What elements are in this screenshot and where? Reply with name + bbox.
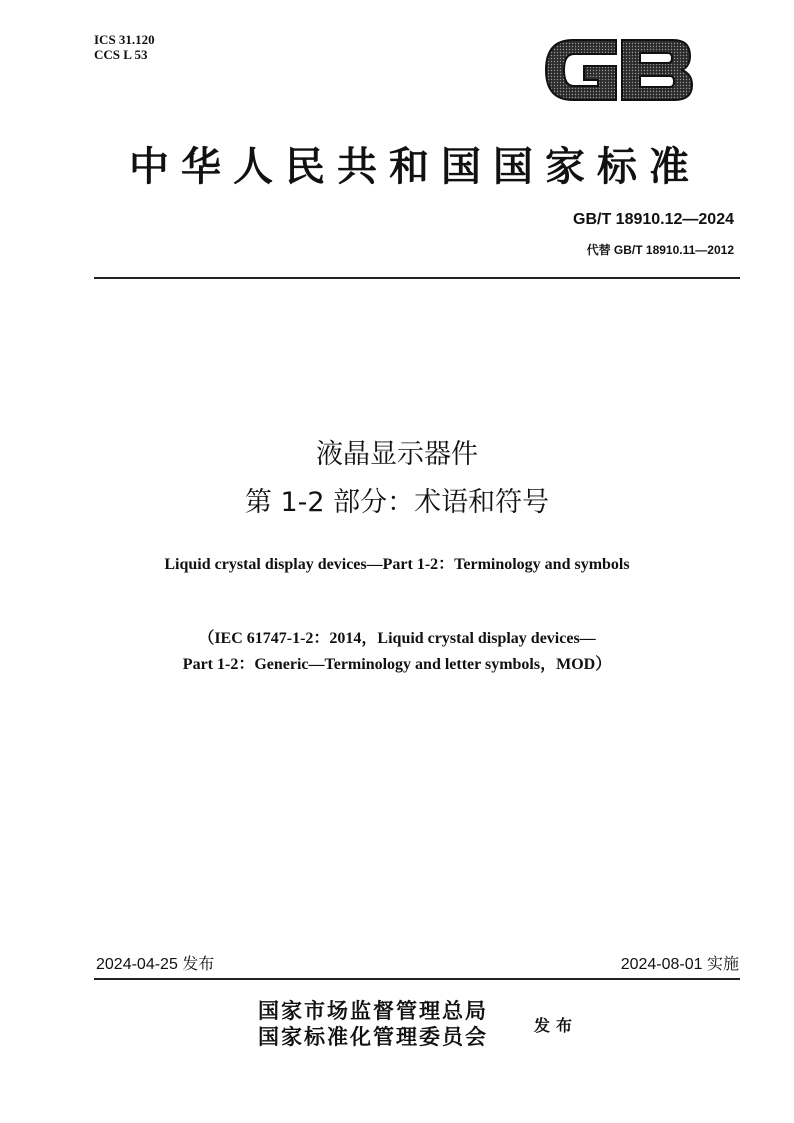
ics-code: ICS 31.120 <box>94 32 155 47</box>
issuer-line1: 国家市场监督管理总局 <box>258 998 488 1023</box>
ccs-code: CCS L 53 <box>94 47 148 62</box>
chinese-title-line1: 液晶显示器件 <box>316 439 478 470</box>
implementation-date: 2024-08-01 实施 <box>620 956 739 973</box>
issuer-line2: 国家标准化管理委员会 <box>258 1024 488 1049</box>
issue-date: 2024-04-25 发布 <box>96 956 215 973</box>
footer-divider <box>94 978 740 980</box>
english-title: Liquid crystal display devices—Part 1-2：Terminology and symbols <box>164 556 630 573</box>
standard-number: GB/T 18910.12—2024 <box>573 211 734 228</box>
header-divider <box>94 277 740 279</box>
chinese-title-line2: 第 1-2 部分：术语和符号 <box>244 487 550 518</box>
iec-reference-line1: （IEC 61747-1-2：2014，Liquid crystal display devices— <box>198 630 596 647</box>
iec-reference-line2: Part 1-2：Generic—Terminology and letter symbols，MOD） <box>182 656 612 673</box>
classification-codes <box>94 32 155 62</box>
issuer-action: 发布 <box>534 1016 579 1035</box>
national-standard-title: 中华人民共和国国家标准 <box>129 143 701 190</box>
gb-logo <box>538 30 698 110</box>
replaces-standard: 代替 GB/T 18910.11—2012 <box>586 243 734 257</box>
issuer-names <box>258 998 488 1050</box>
